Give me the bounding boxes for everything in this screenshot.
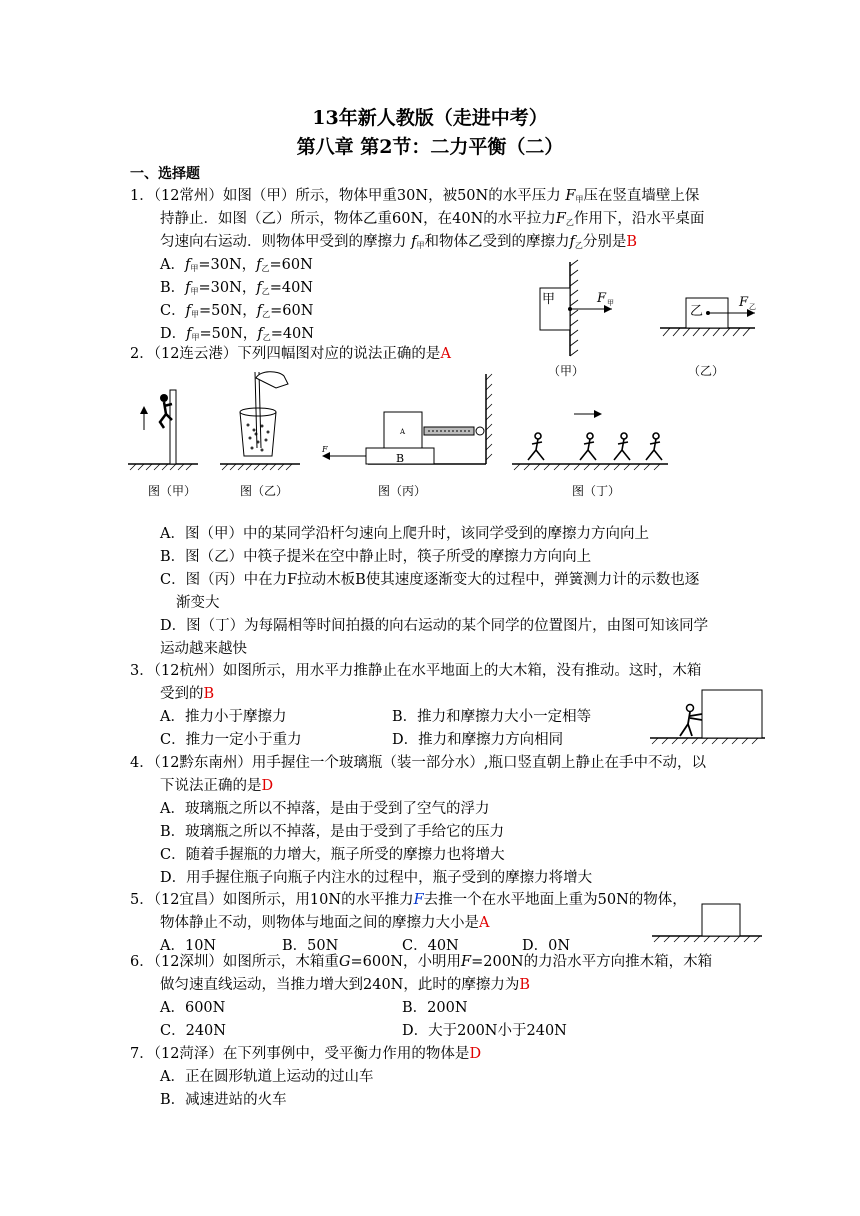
- figure-jia: [128, 390, 198, 470]
- q4-option-a: A．玻璃瓶之所以不掉落，是由于受到了空气的浮力: [160, 801, 490, 817]
- q5-option-a: A．10N: [160, 938, 217, 954]
- svg-text:B: B: [396, 452, 405, 465]
- q7-option-b: B．减速进站的火车: [160, 1092, 287, 1108]
- q7-option-a: A．正在圆形轨道上运动的过山车: [160, 1069, 374, 1085]
- q3-stem-cont: 受到的B: [160, 686, 215, 702]
- q6-option-d: D．大于200N小于240N: [402, 1023, 567, 1039]
- q1-figure: [520, 260, 760, 360]
- q5-stem-cont: 物体静止不动，则物体与地面之间的摩擦力大小是A: [160, 915, 490, 931]
- q2-option-c-cont: 渐变大: [176, 595, 220, 611]
- q5-figure: [652, 900, 764, 948]
- q1-option-c: C．$f_甲=50N$，$f_乙=60N$: [160, 303, 314, 319]
- q5-option-b: B．50N: [282, 938, 339, 954]
- q2-figures: [128, 370, 748, 480]
- q4-answer: D: [261, 778, 274, 794]
- svg-text:F: F: [322, 445, 328, 454]
- q6-option-c: C．240N: [160, 1023, 226, 1039]
- q6-answer: B: [519, 977, 531, 993]
- q6-stem-cont: 做匀速直线运动，当推力增大到240N，此时的摩擦力为B: [160, 977, 531, 993]
- q3-option-a: A．推力小于摩擦力: [160, 709, 287, 725]
- q4-stem-cont: 下说法正确的是D: [160, 778, 274, 794]
- q1-option-a: A．$f_甲=30N$，$f_乙=60N$: [160, 257, 313, 273]
- q5-answer: A: [479, 915, 490, 931]
- q3-answer: B: [203, 686, 215, 702]
- q2-stem: 2．（12连云港）下列四幅图对应的说法正确的是A: [130, 346, 451, 362]
- q3-option-b: B．推力和摩擦力大小一定相等: [392, 709, 592, 725]
- q5-stem: 5．（12宜昌）如图所示，用10N的水平推力F去推一个在水平地面上重为50N的物体，: [130, 892, 687, 908]
- figure-ding: [512, 410, 668, 470]
- q2-option-d-cont: 运动越来越快: [160, 641, 247, 657]
- q7-answer: D: [469, 1046, 482, 1062]
- q2-caption-bing: 图（丙）: [378, 484, 427, 498]
- q3-option-c: C．推力一定小于重力: [160, 732, 302, 748]
- q2-caption-jia: 图（甲）: [148, 484, 197, 498]
- q1-answer: B: [626, 234, 638, 250]
- q4-option-b: B．玻璃瓶之所以不掉落，是由于受到了手给它的压力: [160, 824, 505, 840]
- q1-caption-jia: （甲）: [548, 364, 585, 378]
- q4-option-d: D．用手握住瓶子向瓶子内注水的过程中，瓶子受到的摩擦力将增大: [160, 870, 593, 886]
- page-title: 13年新人教版（走进中考）: [312, 107, 548, 129]
- q2-caption-yi: 图（乙）: [240, 484, 289, 498]
- svg-text:乙: 乙: [749, 303, 756, 311]
- q2-option-c: C．图（丙）中在力F拉动木板B使其速度逐渐变大的过程中，弹簧测力计的示数也逐: [160, 572, 700, 588]
- q7-stem: 7．（12菏泽）在下列事例中，受平衡力作用的物体是D: [130, 1046, 482, 1062]
- q6-option-a: A．600N: [160, 1000, 226, 1016]
- svg-text:甲: 甲: [542, 292, 556, 307]
- svg-text:F: F: [597, 291, 607, 306]
- q1-line3: 匀速向右运动．则物体甲受到的摩擦力 $f_甲$和物体乙受到的摩擦力$f_乙$分别是B: [160, 234, 638, 250]
- q6-stem: 6．（12深圳）如图所示，木箱重G=600N，小明用F=200N的力沿水平方向推木箱，木箱: [130, 954, 713, 970]
- q3-stem: 3．（12杭州）如图所示，用水平力推静止在水平地面上的大木箱，没有推动。这时，木箱: [130, 663, 702, 679]
- figure-bing: [321, 374, 492, 465]
- section-heading: 一、选择题: [130, 166, 200, 182]
- svg-text:甲: 甲: [607, 299, 614, 307]
- page-subtitle: 第八章 第2节：二力平衡（二）: [296, 136, 564, 158]
- figure-yi: [220, 372, 300, 470]
- q4-stem: 4．（12黔东南州）用手握住一个玻璃瓶（装一部分水）,瓶口竖直朝上静止在手中不动，以: [130, 755, 707, 771]
- q5-option-c: C．40N: [402, 938, 459, 954]
- q2-option-a: A．图（甲）中的某同学沿杆匀速向上爬升时，该同学受到的摩擦力方向向上: [160, 526, 649, 542]
- q1-line1: 1．（12常州）如图（甲）所示，物体甲重30N，被50N的水平压力 $F_甲$压在竖直墙壁上保: [130, 188, 700, 204]
- q2-answer: A: [440, 346, 451, 362]
- svg-text:乙: 乙: [690, 304, 704, 319]
- q1-option-d: D．$f_甲=50N$，$f_乙=40N$: [160, 326, 314, 342]
- q2-caption-ding: 图（丁）: [572, 484, 621, 498]
- q4-option-c: C．随着手握瓶的力增大，瓶子所受的摩擦力也将增大: [160, 847, 505, 863]
- q5-option-d: D．0N: [522, 938, 571, 954]
- q1-line2: 持静止．如图（乙）所示，物体乙重60N，在40N的水平拉力$F_乙$作用下，沿水平桌面: [160, 211, 705, 227]
- q1-option-b: B．$f_甲=30N$，$f_乙=40N$: [160, 280, 313, 296]
- q1-caption-yi: （乙）: [688, 364, 725, 378]
- svg-text:A: A: [400, 428, 406, 436]
- q2-option-d: D．图（丁）为每隔相等时间拍摄的向右运动的某个同学的位置图片，由图可知该同学: [160, 618, 709, 634]
- q2-option-b: B．图（乙）中筷子提米在空中静止时，筷子所受的摩擦力方向向上: [160, 549, 592, 565]
- q3-option-d: D．推力和摩擦力方向相同: [392, 732, 564, 748]
- q6-option-b: B．200N: [402, 1000, 468, 1016]
- svg-text:F: F: [739, 295, 749, 310]
- q3-figure: [650, 688, 770, 748]
